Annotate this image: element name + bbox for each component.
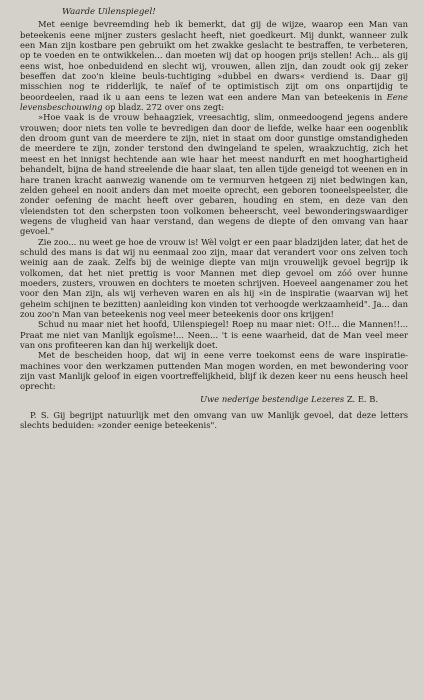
signature [20,394,408,404]
paragraph-2: Zie zoo... nu weet ge hoe de vrouw is! Wèl volgt er een paar bladzijden later, dat het de schuld des mans is dat wij nu eenmaal zoo zijn, maar dat verandert voor ons zelven toch weinig aan de zaak. Zelfs bij de weinige diepte van mijn vrouwelijk gevoel begrijp ik volkomen, dat het niet prettig is voor Mannen met diep gevoel om zóó over hunne moeders, zusters, vrouwen en dochters te moeten schrijven. Hoeveel aangenamer zou het voor den Man zijn, als wij verheven waren en als hij »in de inspiratie (waarvan wij het geheim schijnen te bezitten) aanleiding kon vinden tot verhoogde werkzaamheid". Ja... dan zou zoo'n Man van beteekenis nog veel meer beteekenis door ons krijgen! [20,236,408,319]
signature-lead: Uwe nederige bestendige Lezeres [200,393,345,404]
paragraph-4: Met de bescheiden hoop, dat wij in eene verre toekomst eens de ware inspiratie-machines voor den werkzamen puttenden Man mogen worden, en met bewondering voor zijn vast Manlijk geloof in eigen voortreffelijkheid, blijf ik dezen keer nu eens heusch heel oprecht: [20,350,408,392]
paragraph-1 [20,19,408,112]
letter-heading: Waarde Uilenspiegel! [62,7,156,17]
signature-initials: Z. E. B. [346,393,378,404]
postscript: P. S. Gij begrijpt natuurlijk met den omvang van uw Manlijk gevoel, dat deze letters slechts beduiden: »zonder eenige beteekenis". [20,410,408,431]
paragraph-3: Schud nu maar niet het hoofd, Uilenspiegel! Roep nu maar niet: O!!... die Mannen!!... Praat me niet van Manlijk egoïsme!... Neen... 't is eene waarheid, dat de Man veel meer van ons profiteeren kan dan hij werkelijk doet. [20,319,408,350]
quotation: »Hoe vaak is de vrouw behaagziek, vreesachtig, slim, onmeedoogend jegens andere vrouwen; door niets ten volle te bevredigen dan door de liefde, welke haar een oogenblik den droom gunt van de meerdere te zijn, niet in staat om door gunstige omstandigheden de meerdere te zijn, zonder terstond den dwingeland te spelen, wraakzuchtig, zich het meest en het innigst hechtende aan wie haar het meest nandurft en met hooghartigheid behandelt, bijna de hand streelende die haar slaat, ten allen tijde geneigd tot weenen en in hare tranen kracht aanwezig wanende om te vermurven hetgeen zij niet bedwingen kan, zelden geheel en nooit anders dan met moeite oprecht, een geboren tooneelspeelster, die zonder oefening de macht heeft over gebaren, houding en stem, en deze van den vleiendsten tot den scherpsten toon volkomen beheerscht, veel bewonderingswaardiger wegens de vlugheid van haar verstand, dan wegens de diepte of den omvang van haar gevoel." [20,112,408,237]
paragraph-1-text-a: Met eenige bevreemding heb ik bemerkt, dat gij de wijze, waarop een Man van beteekenis eene mijner zusters geslacht heeft, niet goedkeurt. Mij dunkt, wanneer zulk een Man zijn kostbare pen gebruikt om het zwakke geslacht te bestraffen, te verbeteren, op te voeden en te ontwikkelen... dan moeten wij dat op hoogen prijs stellen! Ach... als gij eens wist, hoe onbeduidend en slecht wij, vrouwen, allen zijn, dan zoudt ook gij zeker beseffen dat zoo'n kleine beuls-tuchtiging »dubbel en dwars« verdiend is. Daar gij misschien nog te ridderlijk, te naïef of te optimistisch zijt om ons onpartijdig te beoordeelen, raad ik u aan eens te lezen wat een andere Man van beteekenis in [20,19,408,102]
paragraph-1-text-b: op bladz. 272 over ons zegt: [102,102,225,113]
book-title: Eene levensbeschouwing [20,91,408,113]
